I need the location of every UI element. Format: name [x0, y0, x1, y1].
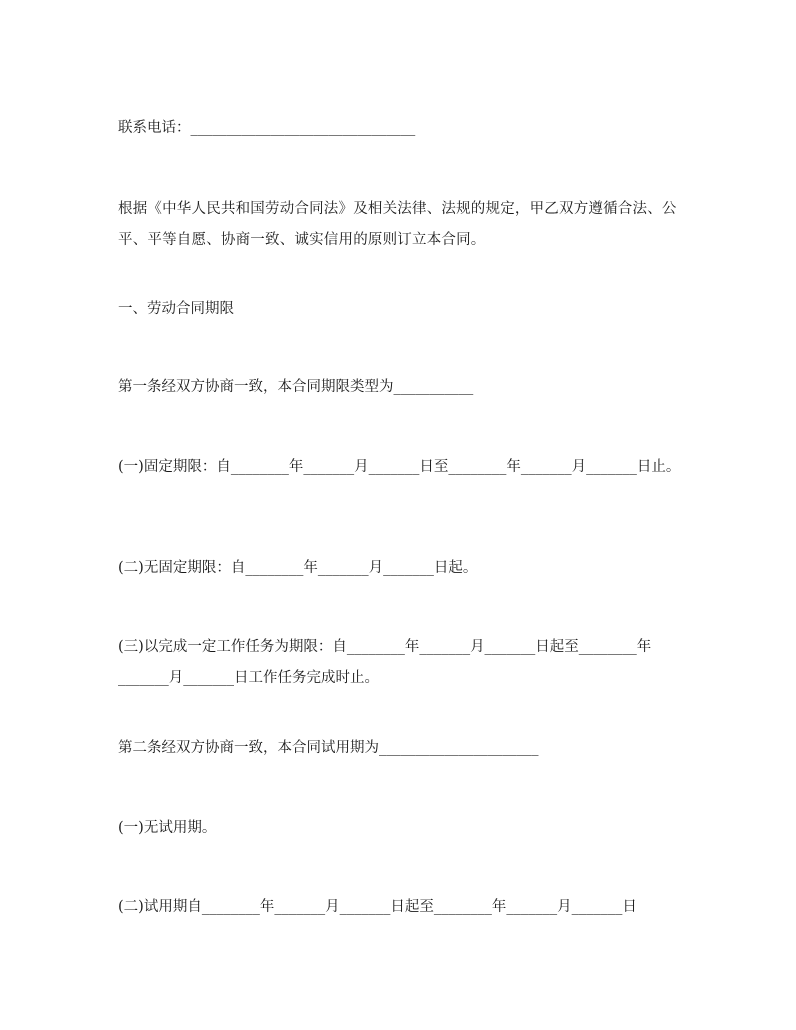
- contact-phone-line: 联系电话：_______________________________: [118, 120, 416, 136]
- article-1-item-open-ended: (二)无固定期限：自________年_______月_______日起。: [118, 560, 478, 576]
- article-2-probation: 第二条经双方协商一致，本合同试用期为______________________: [118, 740, 539, 756]
- article-2-item-no-probation: (一)无试用期。: [118, 820, 217, 836]
- article-1-term-type: 第一条经双方协商一致，本合同期限类型为___________: [118, 379, 474, 395]
- section-heading-contract-term: 一、劳动合同期限: [118, 301, 234, 317]
- article-2-item-probation-period: (二)试用期自________年_______月_______日起至________年_______月_______日: [118, 899, 637, 915]
- preamble-paragraph: 根据《中华人民共和国劳动合同法》及相关法律、法规的规定，甲乙双方遵循合法、公平、平等自愿、协商一致、诚实信用的原则订立本合同。: [118, 201, 677, 248]
- article-1-item-fixed-term: (一)固定期限：自________年_______月_______日至________年_______月_______日止。: [118, 459, 681, 475]
- article-1-item-task-based: (三)以完成一定工作任务为期限：自________年_______月_______日起至________年_______月_______日工作任务完成时止。: [118, 639, 652, 686]
